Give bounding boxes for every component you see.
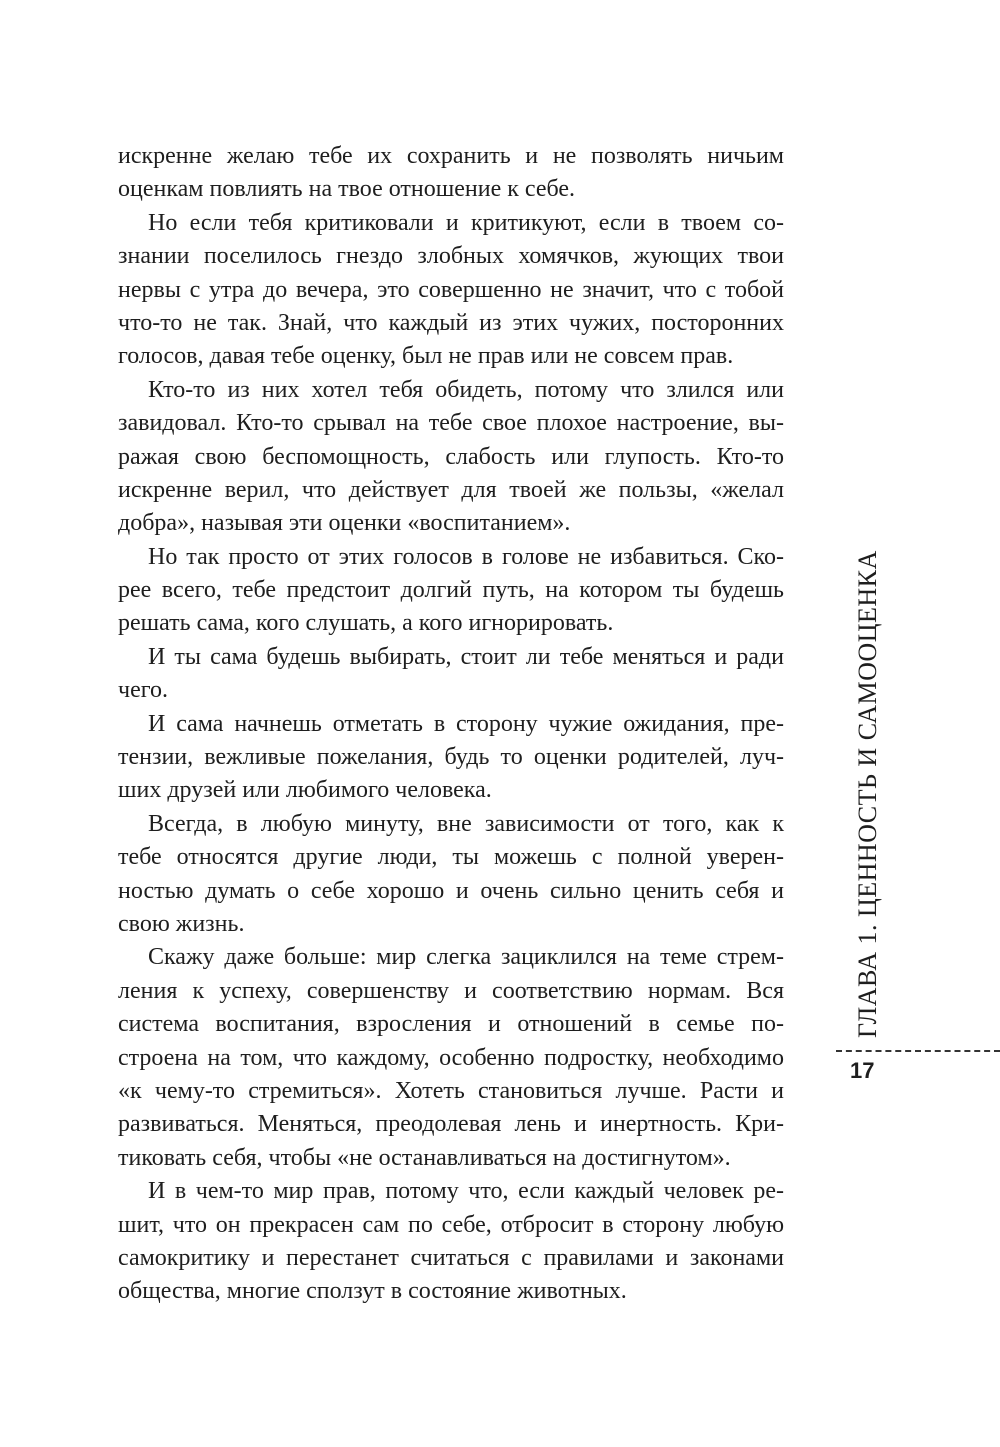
text-line: решать сама, кого слушать, а кого игнорировать. [118, 610, 614, 637]
paragraph [118, 1175, 784, 1309]
text-line: завидовал. Кто-то срывал на тебе свое плохое настроение, вы- [118, 410, 784, 437]
text-line: свою жизнь. [118, 910, 245, 937]
page-number: 17 [850, 1058, 875, 1083]
text-line: И в чем-то мир прав, потому что, если каждый человек ре- [148, 1178, 784, 1205]
text-line: нервы с утра до вечера, это совершенно не значит, что с тобой [118, 276, 784, 303]
text-line: добра», называя эти оценки «воспитанием». [118, 510, 571, 537]
text-line: знании поселилось гнездо злобных хомячков, жующих твои [118, 243, 784, 270]
text-line: чего. [118, 677, 168, 704]
running-head-chapter-title: ГЛАВА 1. ЦЕННОСТЬ И САМООЦЕНКА [853, 550, 882, 1038]
text-line: искренне верил, что действует для твоей же пользы, «желал [118, 476, 784, 503]
text-line: ших друзей или любимого человека. [118, 777, 492, 804]
text-line: рее всего, тебе предстоит долгий путь, на котором ты будешь [118, 577, 784, 604]
text-line: система воспитания, взросления и отношений в семье по- [118, 1011, 784, 1038]
text-line: Кто-то из них хотел тебя обидеть, потому что злился или [148, 376, 784, 403]
text-line: Но так просто от этих голосов в голове не избавиться. Ско- [148, 543, 784, 570]
text-line: И ты сама будешь выбирать, стоит ли тебе меняться и ради [148, 643, 784, 670]
dashed-divider [836, 1050, 1000, 1052]
text-line: тиковать себя, чтобы «не останавливаться на достигнутом». [118, 1144, 731, 1171]
text-line: шит, что он прекрасен сам по себе, отбросит в сторону любую [118, 1211, 784, 1238]
text-line: тензии, вежливые пожелания, будь то оценки родителей, луч- [118, 744, 784, 771]
text-line: тебе относятся другие люди, ты можешь с полной уверен- [118, 844, 784, 871]
paragraph [118, 207, 784, 374]
text-line: искренне желаю тебе их сохранить и не позволять ничьим [118, 143, 784, 169]
paragraph [118, 941, 784, 1175]
body-text [118, 140, 784, 1309]
text-line: самокритику и перестанет считаться с правилами и законами [118, 1244, 784, 1271]
text-line: «к чему-то стремиться». Хотеть становиться лучше. Расти и [118, 1077, 784, 1104]
paragraph [118, 708, 784, 808]
paragraph [118, 541, 784, 641]
text-line: ражая свою беспомощность, слабость или глупость. Кто-то [118, 443, 784, 470]
text-line: развиваться. Меняться, преодолевая лень и инертность. Кри- [118, 1111, 784, 1138]
paragraph [118, 641, 784, 708]
text-line: Всегда, в любую минуту, вне зависимости от того, как к [148, 810, 784, 837]
paragraph [118, 140, 784, 207]
paragraph [118, 374, 784, 541]
text-line: что-то не так. Знай, что каждый из этих чужих, посторонних [118, 309, 784, 336]
text-line: общества, многие сползут в состояние животных. [118, 1278, 627, 1305]
text-line: Скажу даже больше: мир слегка зациклился на теме стрем- [148, 944, 784, 971]
text-line: ления к успеху, совершенству и соответствию нормам. Вся [118, 977, 784, 1004]
text-line: Но если тебя критиковали и критикуют, если в твоем со- [148, 209, 784, 236]
text-line: оценкам повлиять на твое отношение к себе. [118, 176, 576, 203]
text-line: И сама начнешь отметать в сторону чужие ожидания, пре- [148, 710, 784, 737]
text-line: ностью думать о себе хорошо и очень сильно ценить себя и [118, 877, 784, 904]
paragraph [118, 808, 784, 942]
text-line: строена на том, что каждому, особенно подростку, необходимо [118, 1044, 784, 1071]
text-line: голосов, давая тебе оценку, был не прав или не совсем прав. [118, 343, 734, 370]
